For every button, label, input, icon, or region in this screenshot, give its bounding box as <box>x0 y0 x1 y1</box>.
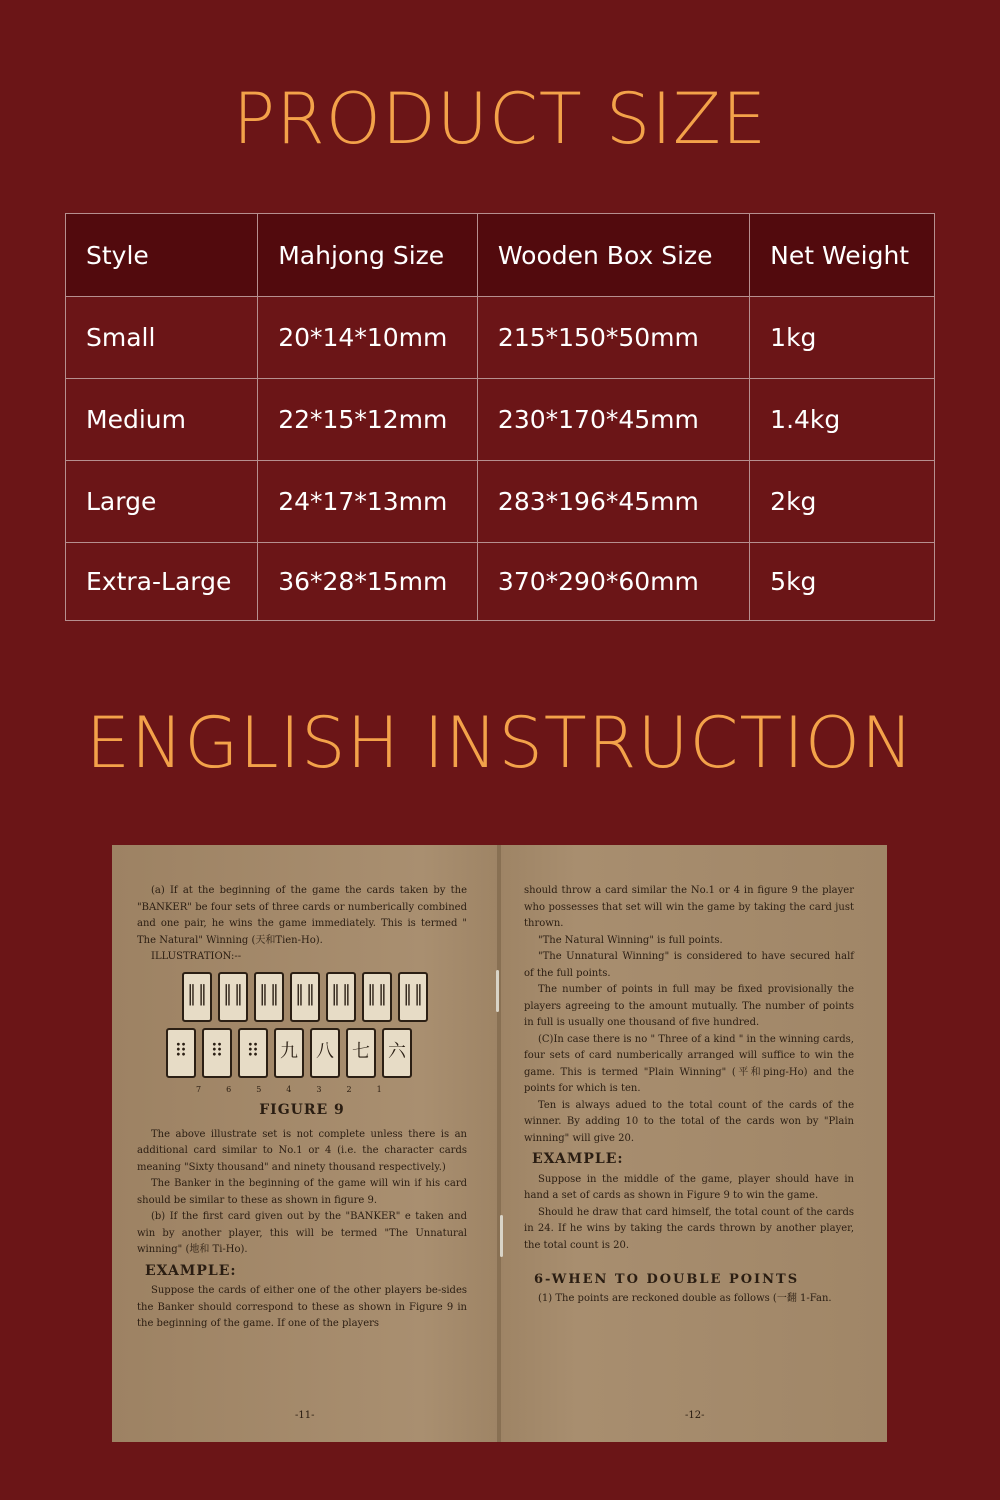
cell-net-weight: 2kg <box>750 461 935 543</box>
illustration-label: ILLUSTRATION:-- <box>151 951 242 962</box>
instruction-paragraph: The above illustrate set is not complete unless there is an additional card similar to No.1 or 4 (i.e. the character cards meaning "Sixty thousand" and ninety thousand respectively.) <box>137 1128 467 1173</box>
instruction-paragraph: Suppose the cards of either one of the other players be-sides the Banker should correspond to these as shown in Figure 9 in the beginning of the game. If one of the players <box>137 1285 467 1329</box>
table-header-row <box>66 214 935 297</box>
bamboo-tile-icon: ║║ <box>362 972 392 1022</box>
header-net-weight: Net Weight <box>750 214 935 297</box>
tile-number: 1 <box>376 1084 382 1094</box>
table-row <box>66 461 935 543</box>
cell-style: Extra-Large <box>66 543 258 621</box>
bamboo-tile-icon: ║║ <box>326 972 356 1022</box>
dot-tile-icon: ⠿ <box>202 1028 232 1078</box>
instruction-paragraph: "The Unnatural Winning" is considered to have secured half of the full points. <box>524 951 854 979</box>
character-tile-icon: 八 <box>310 1028 340 1078</box>
tile-number: 7 <box>196 1084 202 1094</box>
tile-number: 6 <box>226 1084 232 1094</box>
cell-net-weight: 5kg <box>750 543 935 621</box>
header-style: Style <box>66 214 258 297</box>
figure-caption: FIGURE 9 <box>259 1102 345 1118</box>
booklet-spine <box>497 845 501 1442</box>
instruction-paragraph: (b) If the first card given out by the "BANKER" e taken and win by another player, this will be termed "The Unnatural winning" (地和 Ti-Ho). <box>137 1211 467 1255</box>
staple-icon <box>500 1215 503 1257</box>
tile-number: 3 <box>316 1084 322 1094</box>
tile-numbers <box>196 1082 442 1099</box>
character-tile-icon: 九 <box>274 1028 304 1078</box>
bamboo-tile-icon: ║║ <box>182 972 212 1022</box>
instruction-paragraph: (1) The points are reckoned double as follows (一翻 1-Fan. <box>538 1292 832 1304</box>
cell-net-weight: 1.4kg <box>750 379 935 461</box>
cell-box-size: 370*290*60mm <box>477 543 749 621</box>
section-heading: 6-WHEN TO DOUBLE POINTS <box>534 1272 800 1287</box>
tile-number: 5 <box>256 1084 262 1094</box>
bamboo-tile-icon: ║║ <box>218 972 248 1022</box>
instruction-paragraph: should throw a card similar the No.1 or 4 in figure 9 the player who possesses that set will win the game by taking the card just thrown. <box>524 885 854 929</box>
cell-mahjong-size: 24*17*13mm <box>258 461 478 543</box>
cell-mahjong-size: 20*14*10mm <box>258 297 478 379</box>
staple-icon <box>496 970 499 1012</box>
instruction-paragraph: (a) If at the beginning of the game the cards taken by the "BANKER" be four sets of three cards or numberically combined and one pair, he wins the game immediately. This is termed " The Natural" Winning (天和Tien-Ho). <box>137 885 467 946</box>
instruction-paragraph: Ten is always adued to the total count of the cards of the winner. By adding 10 to the total of the cards won by "Plain winning" will give 20. <box>524 1099 854 1144</box>
instruction-paragraph: Should he draw that card himself, the total count of the cards in 24. If he wins by taking the cards thrown by another player, the total count is 20. <box>524 1206 854 1251</box>
tile-row <box>182 972 442 1022</box>
booklet-page-right <box>524 883 854 1307</box>
cell-box-size: 215*150*50mm <box>477 297 749 379</box>
tile-number: 4 <box>286 1084 292 1094</box>
example-heading: EXAMPLE: <box>145 1262 237 1279</box>
cell-style: Small <box>66 297 258 379</box>
character-tile-icon: 七 <box>346 1028 376 1078</box>
instruction-booklet-photo <box>112 845 887 1442</box>
cell-box-size: 230*170*45mm <box>477 379 749 461</box>
product-size-heading: PRODUCT SIZE <box>232 78 768 160</box>
booklet-page-left <box>137 883 467 1333</box>
character-tile-icon: 六 <box>382 1028 412 1078</box>
bamboo-tile-icon: ║║ <box>290 972 320 1022</box>
bamboo-tile-icon: ║║ <box>254 972 284 1022</box>
cell-style: Large <box>66 461 258 543</box>
page-number-left: -11- <box>295 1410 315 1421</box>
dot-tile-icon: ⠿ <box>238 1028 268 1078</box>
header-mahjong-size: Mahjong Size <box>258 214 478 297</box>
english-instruction-heading: ENGLISH INSTRUCTION <box>85 702 915 784</box>
table-row <box>66 297 935 379</box>
instruction-paragraph: The Banker in the beginning of the game will win if his card should be similar to these as shown in figure 9. <box>137 1178 467 1206</box>
example-heading: EXAMPLE: <box>532 1151 624 1167</box>
cell-box-size: 283*196*45mm <box>477 461 749 543</box>
tile-row <box>166 1028 442 1078</box>
instruction-paragraph: The number of points in full may be fixed provisionally the players agreeing to the amount mutually. The number of points in full is usually one thousand of five hundred. <box>524 984 854 1028</box>
dot-tile-icon: ⠿ <box>166 1028 196 1078</box>
cell-net-weight: 1kg <box>750 297 935 379</box>
instruction-paragraph: (C)In case there is no " Three of a kind " in the winning cards, four sets of card numberically arranged will suffice to win the game. This is termed "Plain Winning" (平和ping-Ho) and the points for which is ten. <box>524 1033 854 1094</box>
instruction-paragraph: "The Natural Winning" is full points. <box>538 934 723 946</box>
cell-style: Medium <box>66 379 258 461</box>
cell-mahjong-size: 22*15*12mm <box>258 379 478 461</box>
tile-number: 2 <box>346 1084 352 1094</box>
bamboo-tile-icon: ║║ <box>398 972 428 1022</box>
table-row <box>66 379 935 461</box>
header-wooden-box-size: Wooden Box Size <box>477 214 749 297</box>
table-row <box>66 543 935 621</box>
page-number-right: -12- <box>685 1410 705 1421</box>
cell-mahjong-size: 36*28*15mm <box>258 543 478 621</box>
product-size-table <box>65 213 935 621</box>
figure-9-tiles <box>174 972 442 1099</box>
instruction-paragraph: Suppose in the middle of the game, player should have in hand a set of cards as shown in Figure 9 to win the game. <box>524 1173 854 1201</box>
